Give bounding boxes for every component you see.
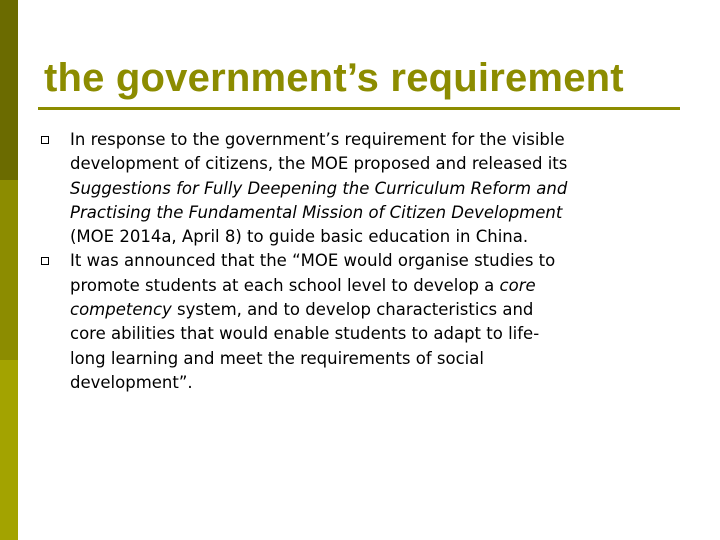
bullet-1-line-2: development of citizens, the MOE proposed and released its [70, 154, 568, 174]
bullet-2-line-2-text: promote students at each school level to develop a [70, 275, 500, 295]
bullet-1-line-3-wrap [70, 177, 688, 201]
bullet-2-line-3-wrap [70, 298, 688, 322]
sidebar-segment-top [0, 0, 18, 180]
bullet-1-line-3: Suggestions for Fully Deepening the Curriculum Reform and [70, 178, 568, 198]
bullet-2-emphasis-core: core [499, 275, 536, 295]
bullet-2-line-5: long learning and meet the requirements of social [70, 348, 484, 368]
bullet-2-line-3-text: system, and to develop characteristics and [171, 300, 534, 320]
square-bullet-icon [41, 136, 49, 144]
bullet-2-line-2-wrap [70, 274, 688, 298]
bullet-item-1 [38, 128, 688, 249]
square-bullet-icon [41, 257, 49, 265]
bullet-2-emphasis-competency: competency [70, 300, 172, 320]
bullet-1-line-4-wrap [70, 201, 688, 225]
bullet-item-2 [38, 249, 688, 395]
sidebar-segment-middle [0, 180, 18, 360]
bullet-list [38, 128, 688, 395]
sidebar-accent-bar [0, 0, 18, 540]
bullet-1-line-5: (MOE 2014a, April 8) to guide basic education in China. [70, 227, 529, 247]
bullet-2-line-1: It was announced that the “MOE would organise studies to [70, 251, 556, 271]
slide-title: the government’s requirement [44, 56, 624, 100]
bullet-2-line-4: core abilities that would enable students to adapt to life- [70, 324, 540, 344]
bullet-1-line-1: In response to the government’s requirement for the visible [70, 130, 565, 149]
bullet-2-line-6: development”. [70, 372, 193, 392]
title-underline [38, 107, 680, 110]
bullet-1-line-4: Practising the Fundamental Mission of Citizen Development [70, 202, 563, 222]
sidebar-segment-bottom [0, 360, 18, 540]
